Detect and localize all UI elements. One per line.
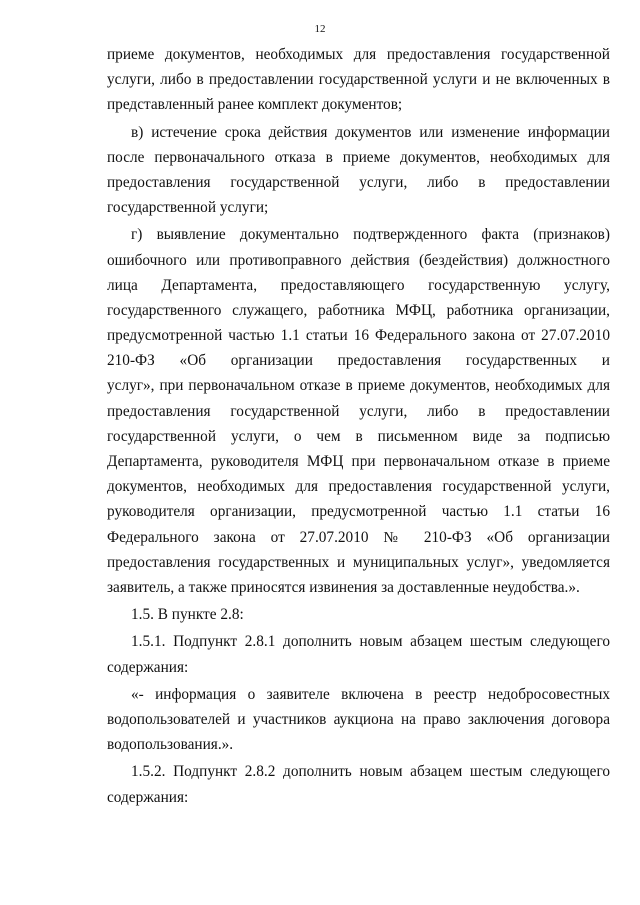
text-line: руководителя организации, предусмотренной частью 1.1 статьи 16 (107, 503, 610, 521)
text-line: 1.5.1. Подпункт 2.8.1 дополнить новым абзацем шестым следующего (131, 633, 610, 651)
paragraph-item-v (107, 120, 610, 221)
text-line: представленный ранее комплект документов; (107, 96, 403, 114)
paragraph-quote (107, 682, 610, 758)
text-line: 210-ФЗ «Об организации предоставления государственных и (107, 352, 610, 370)
text-line: заявитель, а также приносятся извинения за доставленные неудобства.». (107, 578, 580, 596)
paragraph-continuation (107, 42, 610, 118)
text-line: 1.5. В пункте 2.8: (131, 606, 244, 624)
text-line: содержания: (107, 658, 189, 676)
text-line: «- информация о заявителе включена в реестр недобросовестных (131, 685, 610, 703)
paragraph-clause-1-5-1 (107, 629, 610, 679)
text-line: предоставления государственной услуги, либо в предоставлении (107, 402, 610, 420)
text-line: государственного служащего, работника МФЦ, работника организации, (107, 301, 610, 319)
text-line: предусмотренной частью 1.1 статьи 16 Федерального закона от 27.07.2010 (107, 327, 610, 345)
text-line: ошибочного или противоправного действия (бездействия) должностного (107, 251, 610, 269)
text-line: водопользования.». (107, 736, 234, 754)
text-line: содержания: (107, 788, 189, 806)
paragraph-item-g (107, 222, 610, 600)
text-line: 1.5.2. Подпункт 2.8.2 дополнить новым абзацем шестым следующего (131, 763, 610, 781)
text-line: г) выявление документально подтвержденного факта (признаков) (131, 226, 610, 244)
text-line: приеме документов, необходимых для предоставления государственной (107, 46, 610, 63)
text-line: водопользователей и участников аукциона на право заключения договора (107, 710, 610, 728)
text-line: государственной услуги; (107, 199, 269, 217)
text-line: Федерального закона от 27.07.2010 № 210-ФЗ «Об организации (107, 528, 610, 546)
text-line: предоставления государственной услуги, либо в предоставлении (107, 173, 610, 191)
text-line: государственной услуги, о чем в письменном виде за подписью (107, 427, 610, 445)
text-line: услуг», при первоначальном отказе в приеме документов, необходимых для (107, 377, 610, 395)
text-line: после первоначального отказа в приеме документов, необходимых для (107, 148, 610, 166)
paragraph-clause-1-5-2 (107, 759, 610, 809)
page-number: 12 (314, 23, 326, 35)
paragraph-clause-1-5 (107, 602, 610, 627)
text-line: Департамента, руководителя МФЦ при первоначальном отказе в приеме (107, 453, 610, 471)
text-line: лица Департамента, предоставляющего государственную услугу, (107, 276, 610, 294)
text-line: в) истечение срока действия документов или изменение информации (131, 123, 610, 141)
document-body (107, 42, 610, 810)
text-line: документов, необходимых для предоставления государственной услуги, (107, 478, 610, 496)
text-line: услуги, либо в предоставлении государственной услуги и не включенных в (107, 71, 610, 89)
text-line: предоставления государственных и муниципальных услуг», уведомляется (107, 553, 610, 571)
